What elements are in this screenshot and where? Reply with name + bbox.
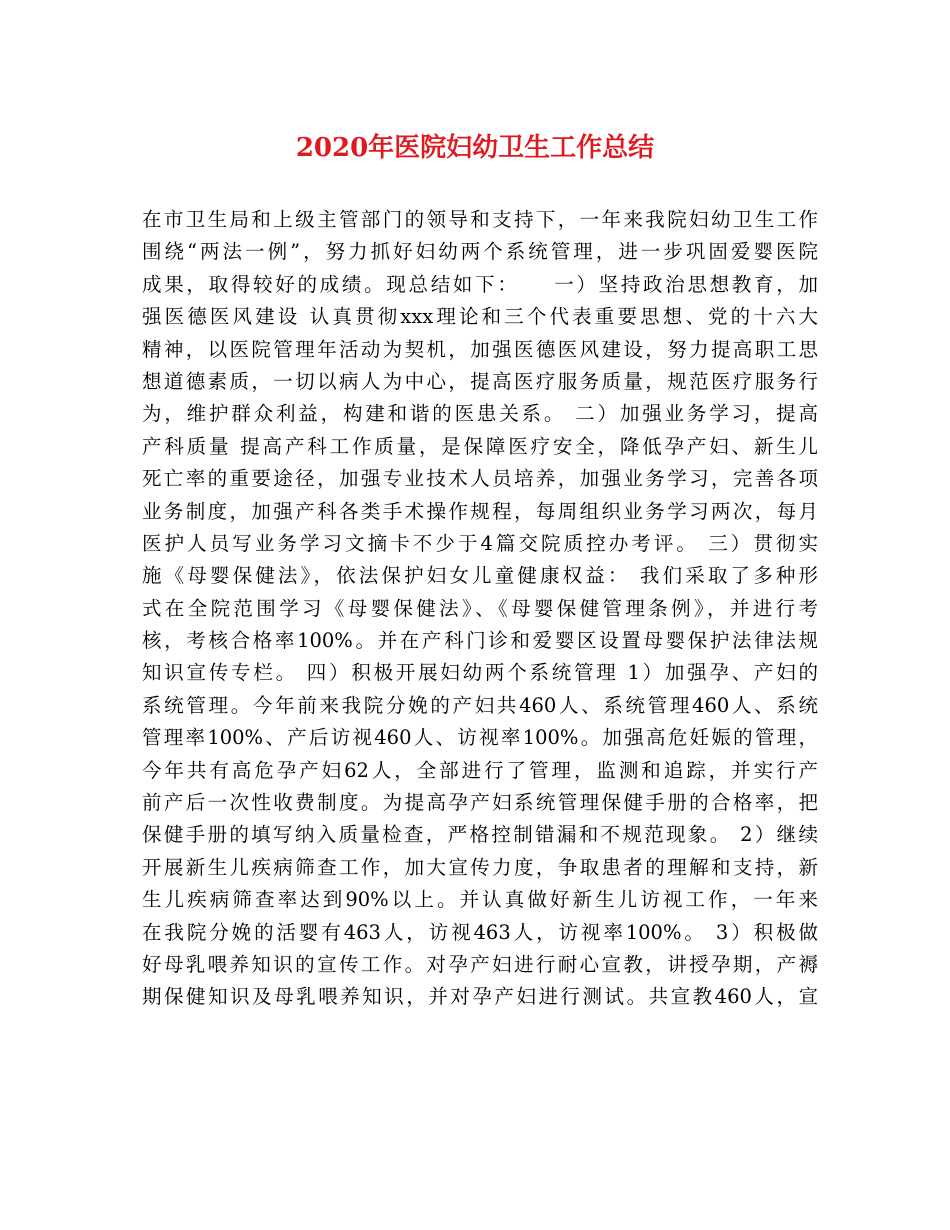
body-line: 在市卫生局和上级主管部门的领导和支持下，一年来我院妇幼卫生工作 xyxy=(142,208,818,231)
body-line: 成果，取得较好的成绩。现总结如下： 一）坚持政治思想教育，加 xyxy=(142,272,818,296)
body-line: 想道德素质，一切以病人为中心，提高医疗服务质量，规范医疗服务行 xyxy=(142,369,818,393)
body-line: 强医德医风建设 认真贯彻xxx理论和三个代表重要思想、党的十六大 xyxy=(142,305,818,329)
body-line: 为，维护群众利益，构建和谐的医患关系。 二）加强业务学习，提高 xyxy=(142,402,818,426)
body-line: 期保健知识及母乳喂养知识，并对孕产妇进行测试。共宣教460人，宣 xyxy=(142,985,818,1009)
body-line: 死亡率的重要途径，加强专业技术人员培养，加强业务学习，完善各项 xyxy=(142,467,818,491)
body-line: 前产后一次性收费制度。为提高孕产妇系统管理保健手册的合格率，把 xyxy=(142,791,818,815)
body-line: 知识宣传专栏。 四）积极开展妇幼两个系统管理 1）加强孕、产妇的 xyxy=(142,661,818,685)
body-line: 医护人员写业务学习文摘卡不少于4篇交院质控办考评。 三）贯彻实 xyxy=(142,531,818,555)
body-line: 施《母婴保健法》，依法保护妇女儿童健康权益： 我们采取了多种形 xyxy=(142,564,818,588)
body-line: 今年共有高危孕产妇62人，全部进行了管理，监测和追踪，并实行产 xyxy=(142,758,818,782)
body-line: 式在全院范围学习《母婴保健法》、《母婴保健管理条例》，并进行考 xyxy=(142,596,818,620)
body-line: 系统管理。今年前来我院分娩的产妇共460人、系统管理460人、系统 xyxy=(142,693,818,717)
body-line: 精神，以医院管理年活动为契机，加强医德医风建设，努力提高职工思 xyxy=(142,337,818,361)
body-line: 生儿疾病筛查率达到90%以上。并认真做好新生儿访视工作，一年来 xyxy=(142,888,818,912)
document-body xyxy=(142,204,818,1014)
body-line: 管理率100%、产后访视460人、访视率100%。加强高危妊娠的管理， xyxy=(142,726,818,750)
body-line: 保健手册的填写纳入质量检查，严格控制错漏和不规范现象。 2）继续 xyxy=(142,823,818,847)
body-line: 围绕“两法一例”，努力抓好妇幼两个系统管理，进一步巩固爱婴医院 xyxy=(142,240,818,264)
body-line: 核，考核合格率100%。并在产科门诊和爱婴区设置母婴保护法律法规 xyxy=(142,629,818,653)
body-line: 产科质量 提高产科工作质量，是保障医疗安全，降低孕产妇、新生儿 xyxy=(142,434,818,458)
body-line: 在我院分娩的活婴有463人，访视463人，访视率100%。 3）积极做 xyxy=(142,920,818,944)
body-line: 业务制度，加强产科各类手术操作规程，每周组织业务学习两次，每月 xyxy=(142,499,818,523)
body-line: 好母乳喂养知识的宣传工作。对孕产妇进行耐心宣教，讲授孕期，产褥 xyxy=(142,952,818,976)
body-line: 开展新生儿疾病筛查工作，加大宣传力度，争取患者的理解和支持，新 xyxy=(142,855,818,879)
document-title: 2020年医院妇幼卫生工作总结 xyxy=(295,133,655,163)
